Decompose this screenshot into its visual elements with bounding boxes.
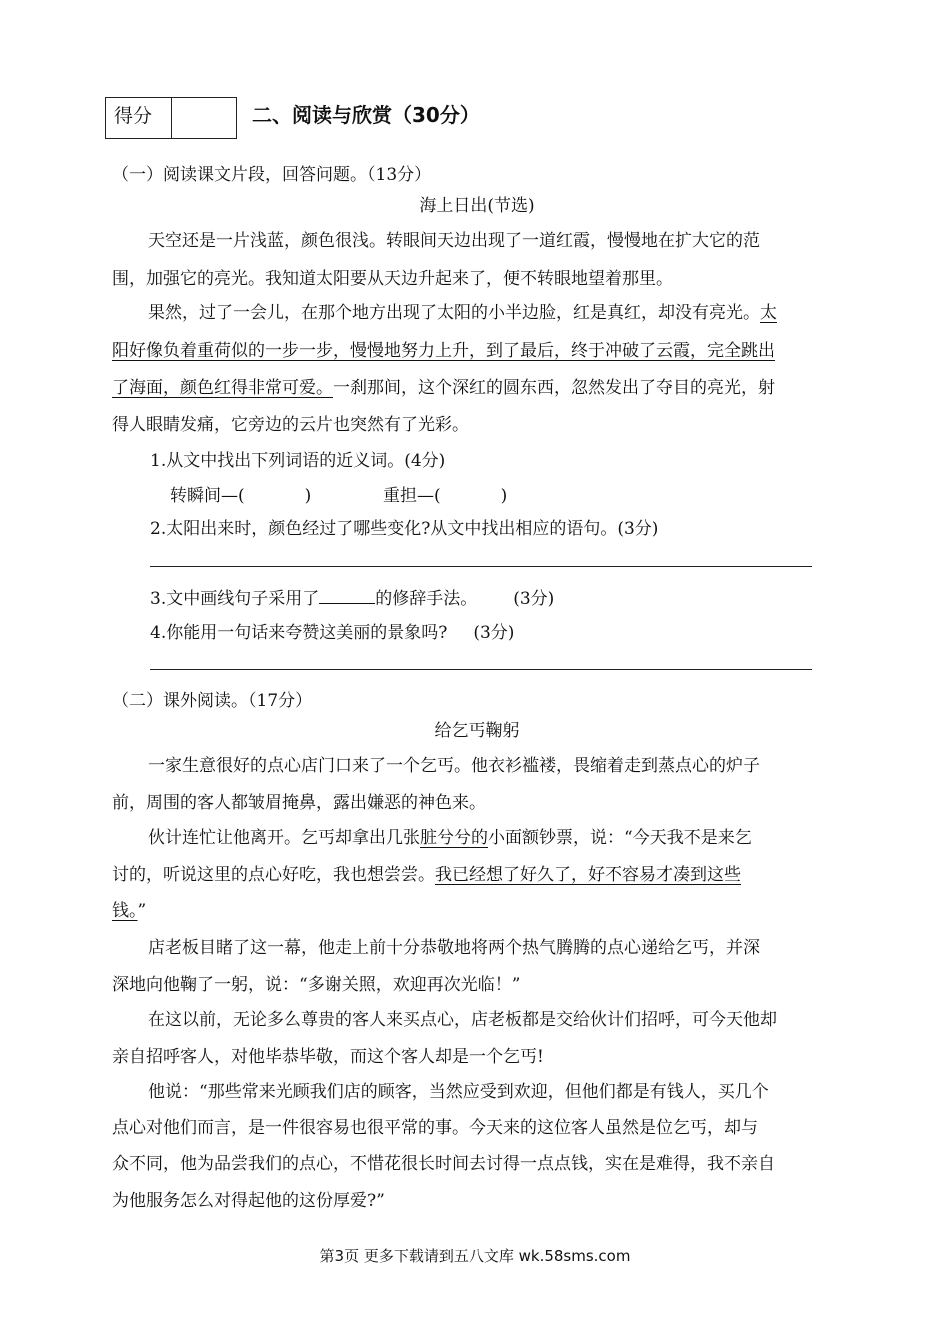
question-1: 1.从文中找出下列词语的近义词。(4分): [150, 451, 446, 471]
question-4: 4.你能用一句话来夸赞这美丽的景象吗? (3分): [150, 623, 515, 643]
passage2-line: 一家生意很好的点心店门口来了一个乞丐。他衣衫褴褛，畏缩着走到蒸点心的炉子: [148, 756, 760, 776]
part2-heading: （二）课外阅读。（17分）: [112, 691, 313, 711]
underlined-sentence: 钱。: [112, 901, 138, 921]
passage2-line: 伙计连忙让他离开。乞丐却拿出几张脏兮兮的小面额钞票，说：“今天我不是来乞: [148, 828, 752, 848]
passage2-line: 点心对他们而言，是一件很容易也很平常的事。今天来的这位客人虽然是位乞丐，却与: [112, 1118, 758, 1138]
passage1-line: 了海面，颜色红得非常可爱。一刹那间，这个深红的圆东西，忽然发出了夺目的亮光，射: [112, 378, 775, 398]
q1-item-2: 重担—( ): [383, 486, 508, 506]
passage2-line: 亲自招呼客人，对他毕恭毕敬，而这个客人却是一个乞丐!: [112, 1047, 544, 1067]
passage2-line: 前，周围的客人都皱眉掩鼻，露出嫌恶的神色来。: [112, 793, 486, 813]
part2-title: 给乞丐鞠躬: [434, 721, 520, 741]
underlined-sentence: 阳好像负着重荷似的一步一步，慢慢地努力上升，到了最后，终于冲破了云霞，完全跳出: [112, 341, 775, 361]
question-2: 2.太阳出来时，颜色经过了哪些变化?从文中找出相应的语句。(3分): [150, 519, 659, 539]
passage2-line: 为他服务怎么对得起他的这份厚爱?”: [112, 1191, 385, 1211]
passage1-line: 天空还是一片浅蓝，颜色很浅。转眼间天边出现了一道红霞，慢慢地在扩大它的范: [148, 231, 760, 251]
passage2-line: 深地向他鞠了一躬，说：“多谢关照，欢迎再次光临！”: [112, 975, 521, 995]
underlined-word: 脏兮兮的: [420, 828, 488, 848]
part1-heading: （一）阅读课文片段，回答问题。（13分）: [112, 165, 432, 185]
part1-title: 海上日出(节选): [419, 196, 535, 216]
passage1-line: 围，加强它的亮光。我知道太阳要从天边升起来了，便不转眼地望着那里。: [112, 269, 673, 289]
passage2-line: 众不同，他为品尝我们的点心，不惜花很长时间去讨得一点点钱，实在是难得，我不亲自: [112, 1154, 775, 1174]
passage2-line: 他说：“那些常来光顾我们店的顾客，当然应受到欢迎，但他们都是有钱人，买几个: [148, 1082, 769, 1102]
passage2-line: 店老板目睹了这一幕，他走上前十分恭敬地将两个热气腾腾的点心递给乞丐，并深: [148, 938, 760, 958]
q3-blank[interactable]: [319, 589, 375, 604]
q1-item-1: 转瞬间—( ): [170, 486, 312, 506]
passage1-line: 果然，过了一会儿，在那个地方出现了太阳的小半边脸，红是真红，却没有亮光。太: [148, 303, 777, 323]
answer-line[interactable]: [150, 566, 812, 567]
score-label: 得分: [106, 98, 172, 138]
passage1-line: 得人眼睛发痛，它旁边的云片也突然有了光彩。: [112, 415, 469, 435]
underlined-sentence: 了海面，颜色红得非常可爱。: [112, 378, 333, 398]
passage2-line: 钱。”: [112, 901, 147, 921]
passage2-line: 在这以前，无论多么尊贵的客人来买点心，店老板都是交给伙计们招呼，可今天他却: [148, 1010, 777, 1030]
page-footer: 第3页 更多下载请到五八文库 wk.58sms.com: [319, 1247, 631, 1265]
answer-line[interactable]: [150, 669, 812, 670]
score-box: [105, 97, 237, 139]
section-title: 二、阅读与欣赏（30分）: [252, 103, 480, 127]
underlined-sentence: 我已经想了好久了，好不容易才凑到这些: [435, 865, 741, 885]
underlined-sentence: 太: [760, 303, 777, 323]
passage2-line: 讨的，听说这里的点心好吃，我也想尝尝。我已经想了好久了，好不容易才凑到这些: [112, 865, 741, 885]
score-blank: [172, 98, 236, 138]
question-3: 3.文中画线句子采用了 的修辞手法。 (3分): [150, 589, 555, 609]
